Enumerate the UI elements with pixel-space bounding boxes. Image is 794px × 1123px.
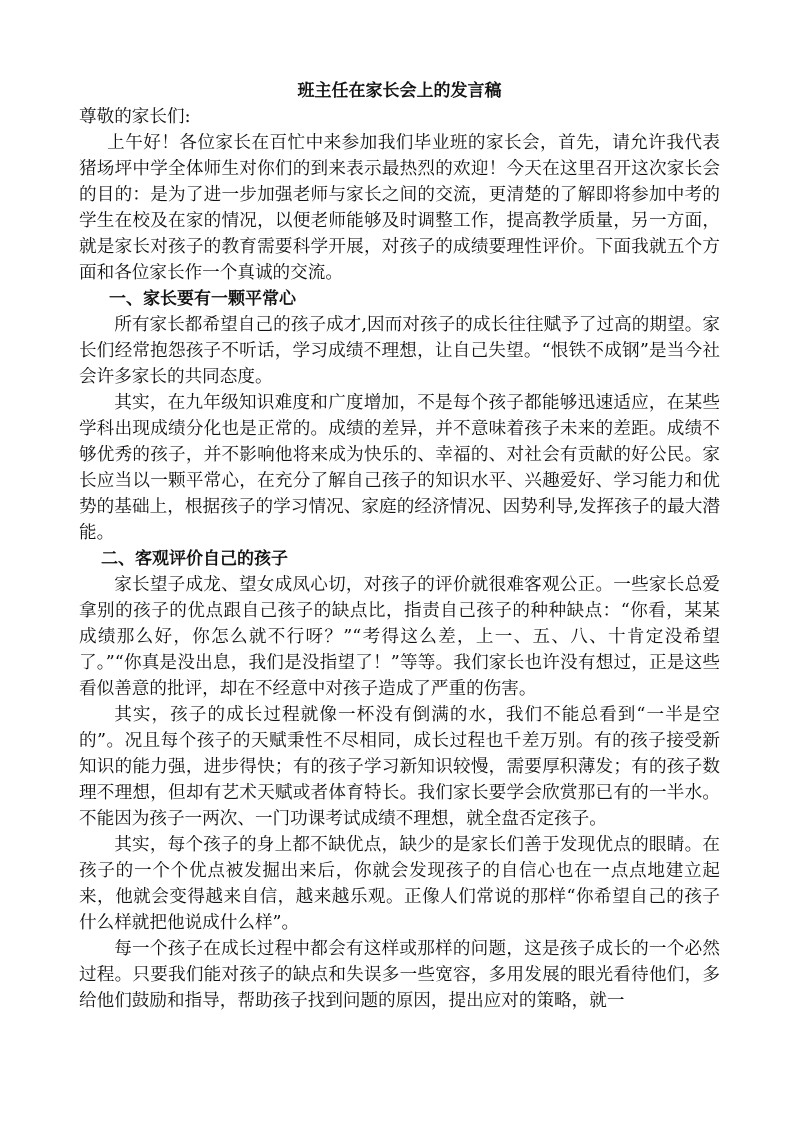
section1-paragraph-1: 所有家长都希望自己的孩子成才,因而对孩子的成长往往赋予了过高的期望。家长们经常抱怨孩子不听话，学习成绩不理想，让自己失望。“恨铁不成钢”是当今社会许多家长的共同态度。 [79,315,720,387]
intro-paragraph: 上午好！各位家长在百忙中来参加我们毕业班的家长会，首先，请允许我代表猪场坪中学全体师生对你们的到来表示最热烈的欢迎！今天在这里召开这次家长会的目的：是为了进一步加强老师与家长之间的交流，更清楚的了解即将参加中考的学生在校及在家的情况，以便老师能够及时调整工作，提高教学质量，另一方面，就是家长对孩子的教育需要科学开展，对孩子的成绩要理性评价。下面我就五个方面和各位家长作一个真诚的交流。 [79,133,720,283]
section1-paragraph-2: 其实，在九年级知识难度和广度增加，不是每个孩子都能够迅速适应，在某些学科出现成绩分化也是正常的。成绩的差异，并不意味着孩子未来的差距。成绩不够优秀的孩子，并不影响他将来成为快乐的、幸福的、对社会有贡献的好公民。家长应当以一颗平常心，在充分了解自己孩子的知识水平、兴趣爱好、学习能力和优势的基础上，根据孩子的学习情况、家庭的经济情况、因势利导,发挥孩子的最大潜能。 [79,393,720,543]
document-page [79,78,720,1014]
section-heading-1: 一、家长要有一颗平常心 [109,289,296,309]
document-title: 班主任在家长会上的发言稿 [297,81,502,101]
section2-paragraph-4: 每一个孩子在成长过程中都会有这样或那样的问题，这是孩子成长的一个必然过程。只要我们能对孩子的缺点和失误多一些宽容，多用发展的眼光看待他们，多给他们鼓励和指导，帮助孩子找到问题的原因，提出应对的策略，就一 [79,939,720,1011]
section2-paragraph-3: 其实，每个孩子的身上都不缺优点，缺少的是家长们善于发现优点的眼睛。在孩子的一个个优点被发掘出来后，你就会发现孩子的自信心也在一点点地建立起来，他就会变得越来自信，越来越乐观。正像人们常说的那样“你希望自己的孩子什么样就把他说成什么样”。 [79,835,720,933]
section2-paragraph-1: 家长望子成龙、望女成凤心切，对孩子的评价就很难客观公正。一些家长总爱拿别的孩子的优点跟自己孩子的缺点比，指责自己孩子的种种缺点：“你看，某某成绩那么好，你怎么就不行呀？”“考得这么差，上一、五、八、十肯定没希望了。”“你真是没出息，我们是没指望了！”等等。我们家长也许没有想过，正是这些看似善意的批评，却在不经意中对孩子造成了严重的伤害。 [79,575,720,699]
section2-paragraph-2: 其实，孩子的成长过程就像一杯没有倒满的水，我们不能总看到“一半是空的”。况且每个孩子的天赋秉性不尽相同，成长过程也千差万别。有的孩子接受新知识的能力强，进步得快；有的孩子学习新知识较慢，需要厚积薄发；有的孩子数理不理想，但却有艺术天赋或者体育特长。我们家长要学会欣赏那已有的一半水。不能因为孩子一两次、一门功课考试成绩不理想，就全盘否定孩子。 [79,705,720,829]
salutation: 尊敬的家长们: [79,107,191,127]
section-heading-2: 二、客观评价自己的孩子 [101,549,288,569]
